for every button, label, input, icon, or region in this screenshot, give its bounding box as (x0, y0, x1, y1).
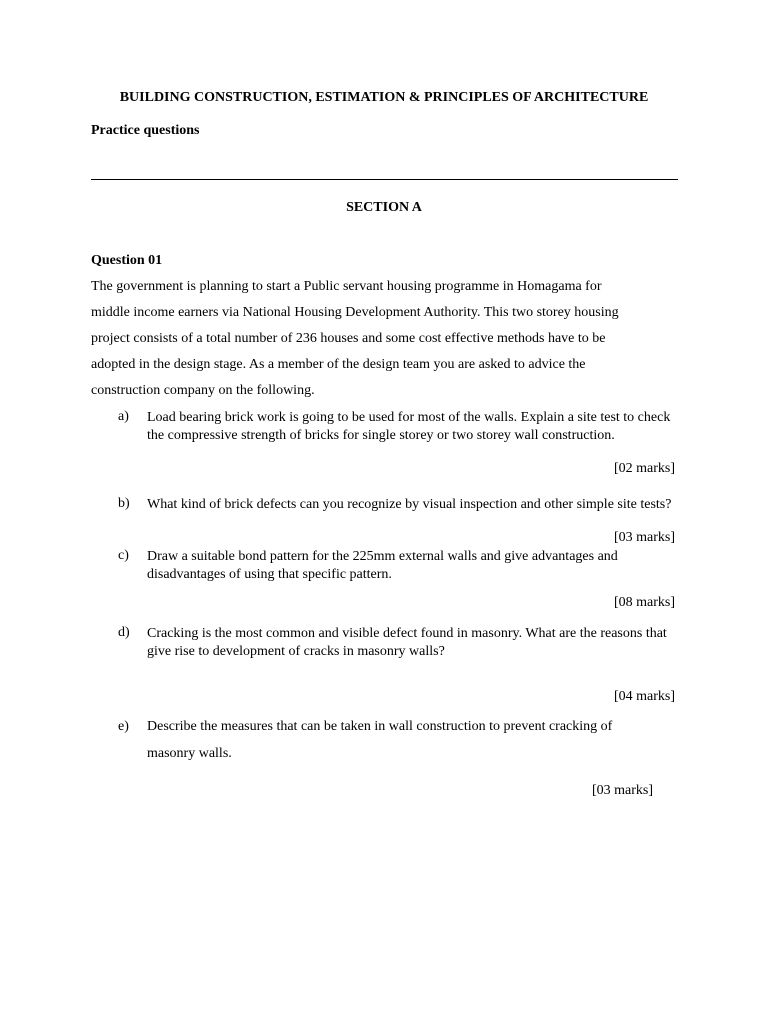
part-e-letter: e) (118, 719, 129, 734)
part-a-marks: [02 marks] (613, 461, 675, 476)
part-a-text: Load bearing brick work is going to be used for most of the walls. Explain a site test to check the compressive strength of bricks for single storey or two storey wall construction. (147, 410, 671, 443)
intro-line: construction company on the following. (91, 383, 315, 398)
part-d-letter: d) (118, 625, 130, 640)
part-b-marks: [03 marks] (613, 530, 675, 545)
part-c-marks: [08 marks] (613, 595, 675, 610)
part-d-text: Cracking is the most common and visible defect found in masonry. What are the reasons that give rise to development of cracks in masonry walls? (147, 626, 667, 659)
section-heading: SECTION A (346, 200, 422, 215)
part-b-text: What kind of brick defects can you recognize by visual inspection and other simple site tests? (147, 497, 672, 512)
intro-line: The government is planning to start a Public servant housing programme in Homagama for (91, 279, 602, 294)
part-e-text-line2: masonry walls. (147, 746, 232, 761)
intro-line: project consists of a total number of 236 houses and some cost effective methods have to be (91, 331, 606, 346)
document-title: BUILDING CONSTRUCTION, ESTIMATION & PRINCIPLES OF ARCHITECTURE (119, 90, 649, 105)
part-c-letter: c) (118, 548, 129, 563)
document-subtitle: Practice questions (91, 123, 200, 138)
horizontal-divider (91, 179, 678, 180)
part-d-marks: [04 marks] (613, 689, 675, 704)
intro-line: middle income earners via National Housing Development Authority. This two storey housing (91, 305, 619, 320)
part-b-letter: b) (118, 496, 130, 511)
question-heading: Question 01 (91, 253, 163, 268)
part-e-marks: [03 marks] (591, 783, 653, 798)
part-e-text-line1: Describe the measures that can be taken in wall construction to prevent cracking of (147, 719, 613, 734)
intro-line: adopted in the design stage. As a member of the design team you are asked to advice the (91, 357, 586, 372)
part-c-text: Draw a suitable bond pattern for the 225mm external walls and give advantages and disadvantages of using that specific pattern. (147, 549, 618, 582)
part-a-letter: a) (118, 409, 129, 424)
